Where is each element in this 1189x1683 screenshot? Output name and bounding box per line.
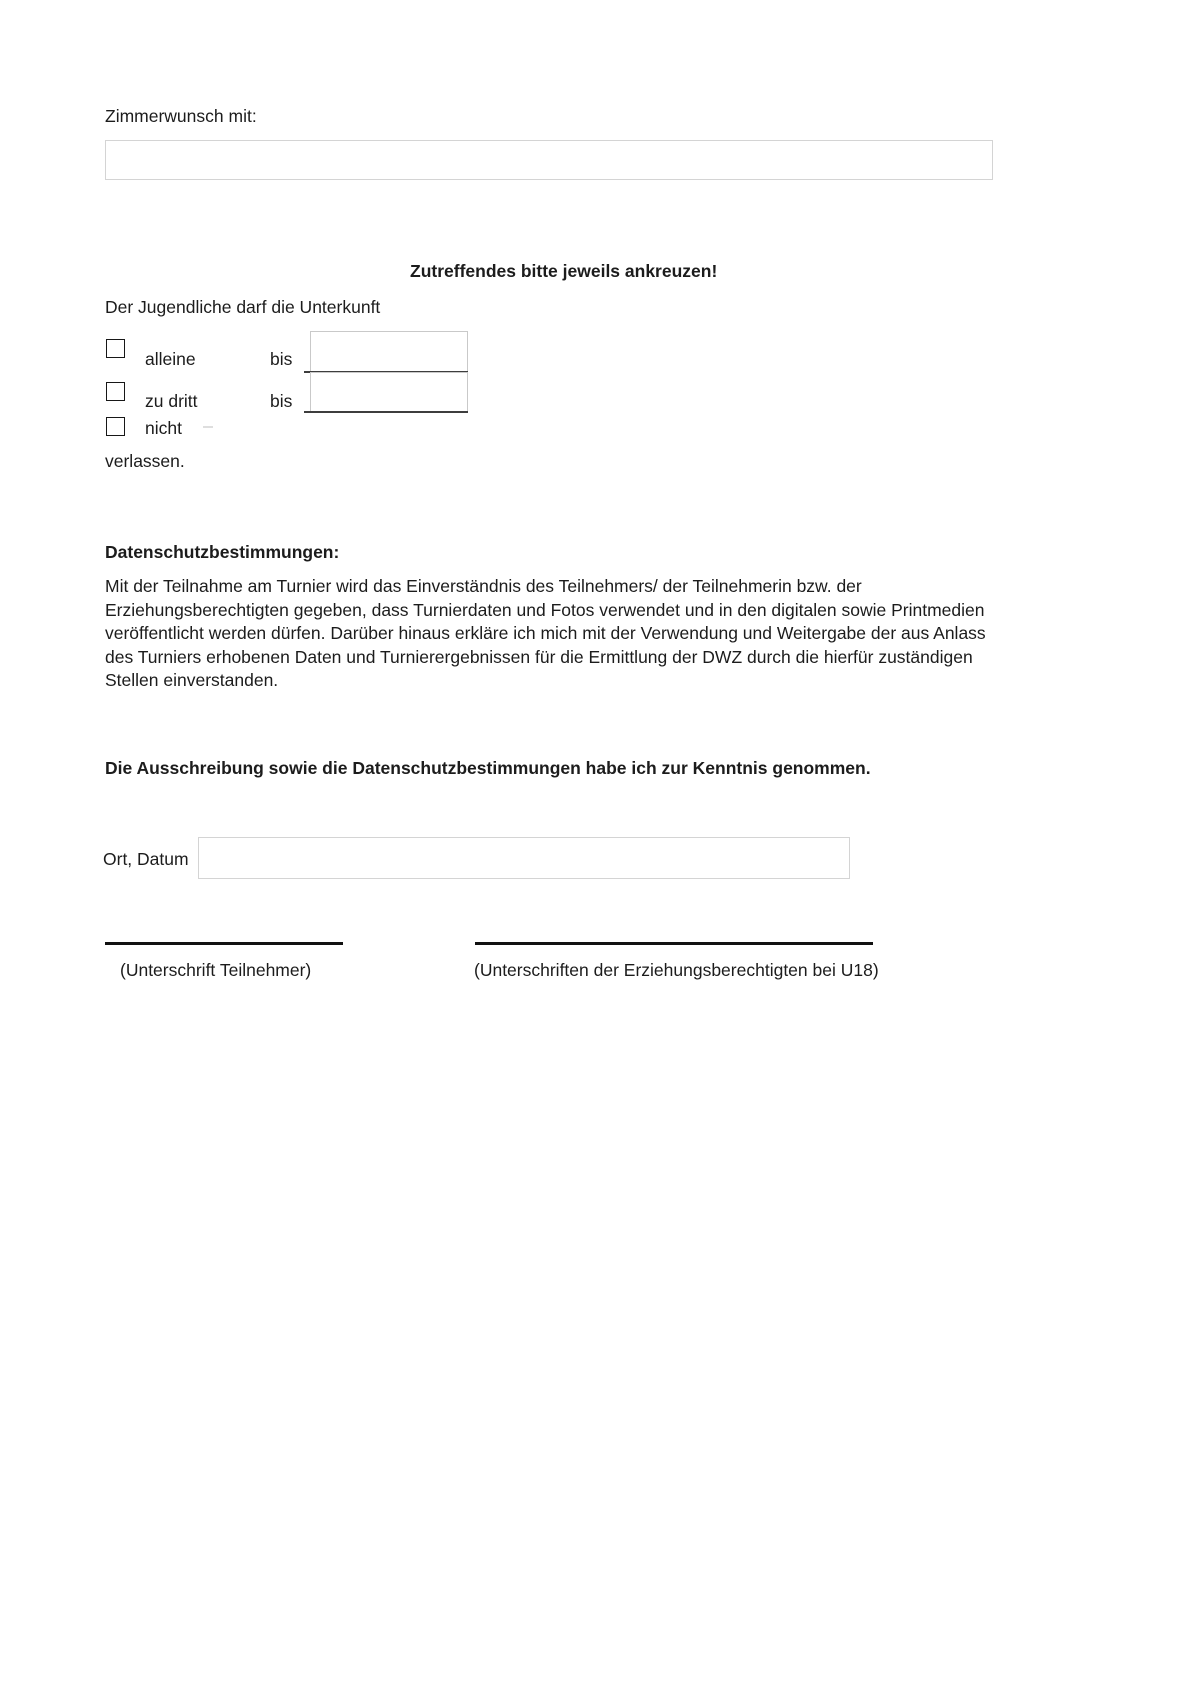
privacy-policy-body: Mit der Teilnahme am Turnier wird das Einverständnis des Teilnehmers/ der Teilnehmerin bzw. der Erziehungsberechtigten gegeben, dass Turnierdaten und Fotos verwendet und in den digitalen sowie Printmedien veröffentlicht werden dürfen. Darüber hinaus erkläre ich mich mit der Verwendung und Weitergabe der aus Anlass des Turniers erhobenen Daten und Turnierergebnissen für die Ermittlung der DWZ durch die hierfür zuständigen Stellen einverstanden. [105, 576, 986, 690]
checkbox-instruction-heading: Zutreffendes bitte jeweils ankreuzen! [410, 261, 718, 281]
checkbox-label-alleine: alleine [145, 349, 196, 369]
until-input-zu-dritt[interactable] [310, 372, 468, 413]
accommodation-outro-text: verlassen. [105, 451, 185, 471]
until-label-alleine: bis [270, 349, 293, 369]
acknowledgement-statement: Die Ausschreibung sowie die Datenschutzbestimmungen habe ich zur Kenntnis genommen. [105, 758, 871, 778]
checkbox-zu-dritt[interactable] [106, 382, 125, 401]
room-request-input[interactable] [105, 140, 993, 180]
signature-caption-guardians: (Unterschriften der Erziehungsberechtigten bei U18) [474, 960, 879, 980]
accommodation-intro-text: Der Jugendliche darf die Unterkunft [105, 297, 381, 317]
checkbox-label-zu-dritt: zu dritt [145, 391, 198, 411]
place-date-input[interactable] [198, 837, 850, 879]
signature-caption-participant: (Unterschrift Teilnehmer) [120, 960, 312, 980]
signature-line-guardians[interactable] [475, 942, 873, 945]
dash-artifact-icon [203, 426, 213, 428]
privacy-policy-heading: Datenschutzbestimmungen: [105, 542, 340, 562]
place-date-label: Ort, Datum [103, 849, 189, 869]
checkbox-label-nicht: nicht [145, 418, 182, 438]
signature-line-participant[interactable] [105, 942, 343, 945]
checkbox-alleine[interactable] [106, 339, 125, 358]
until-rule-zu-dritt [304, 411, 468, 413]
until-input-alleine[interactable] [310, 331, 468, 372]
until-label-zu-dritt: bis [270, 391, 293, 411]
checkbox-nicht[interactable] [106, 417, 125, 436]
room-request-label: Zimmerwunsch mit: [105, 106, 257, 126]
